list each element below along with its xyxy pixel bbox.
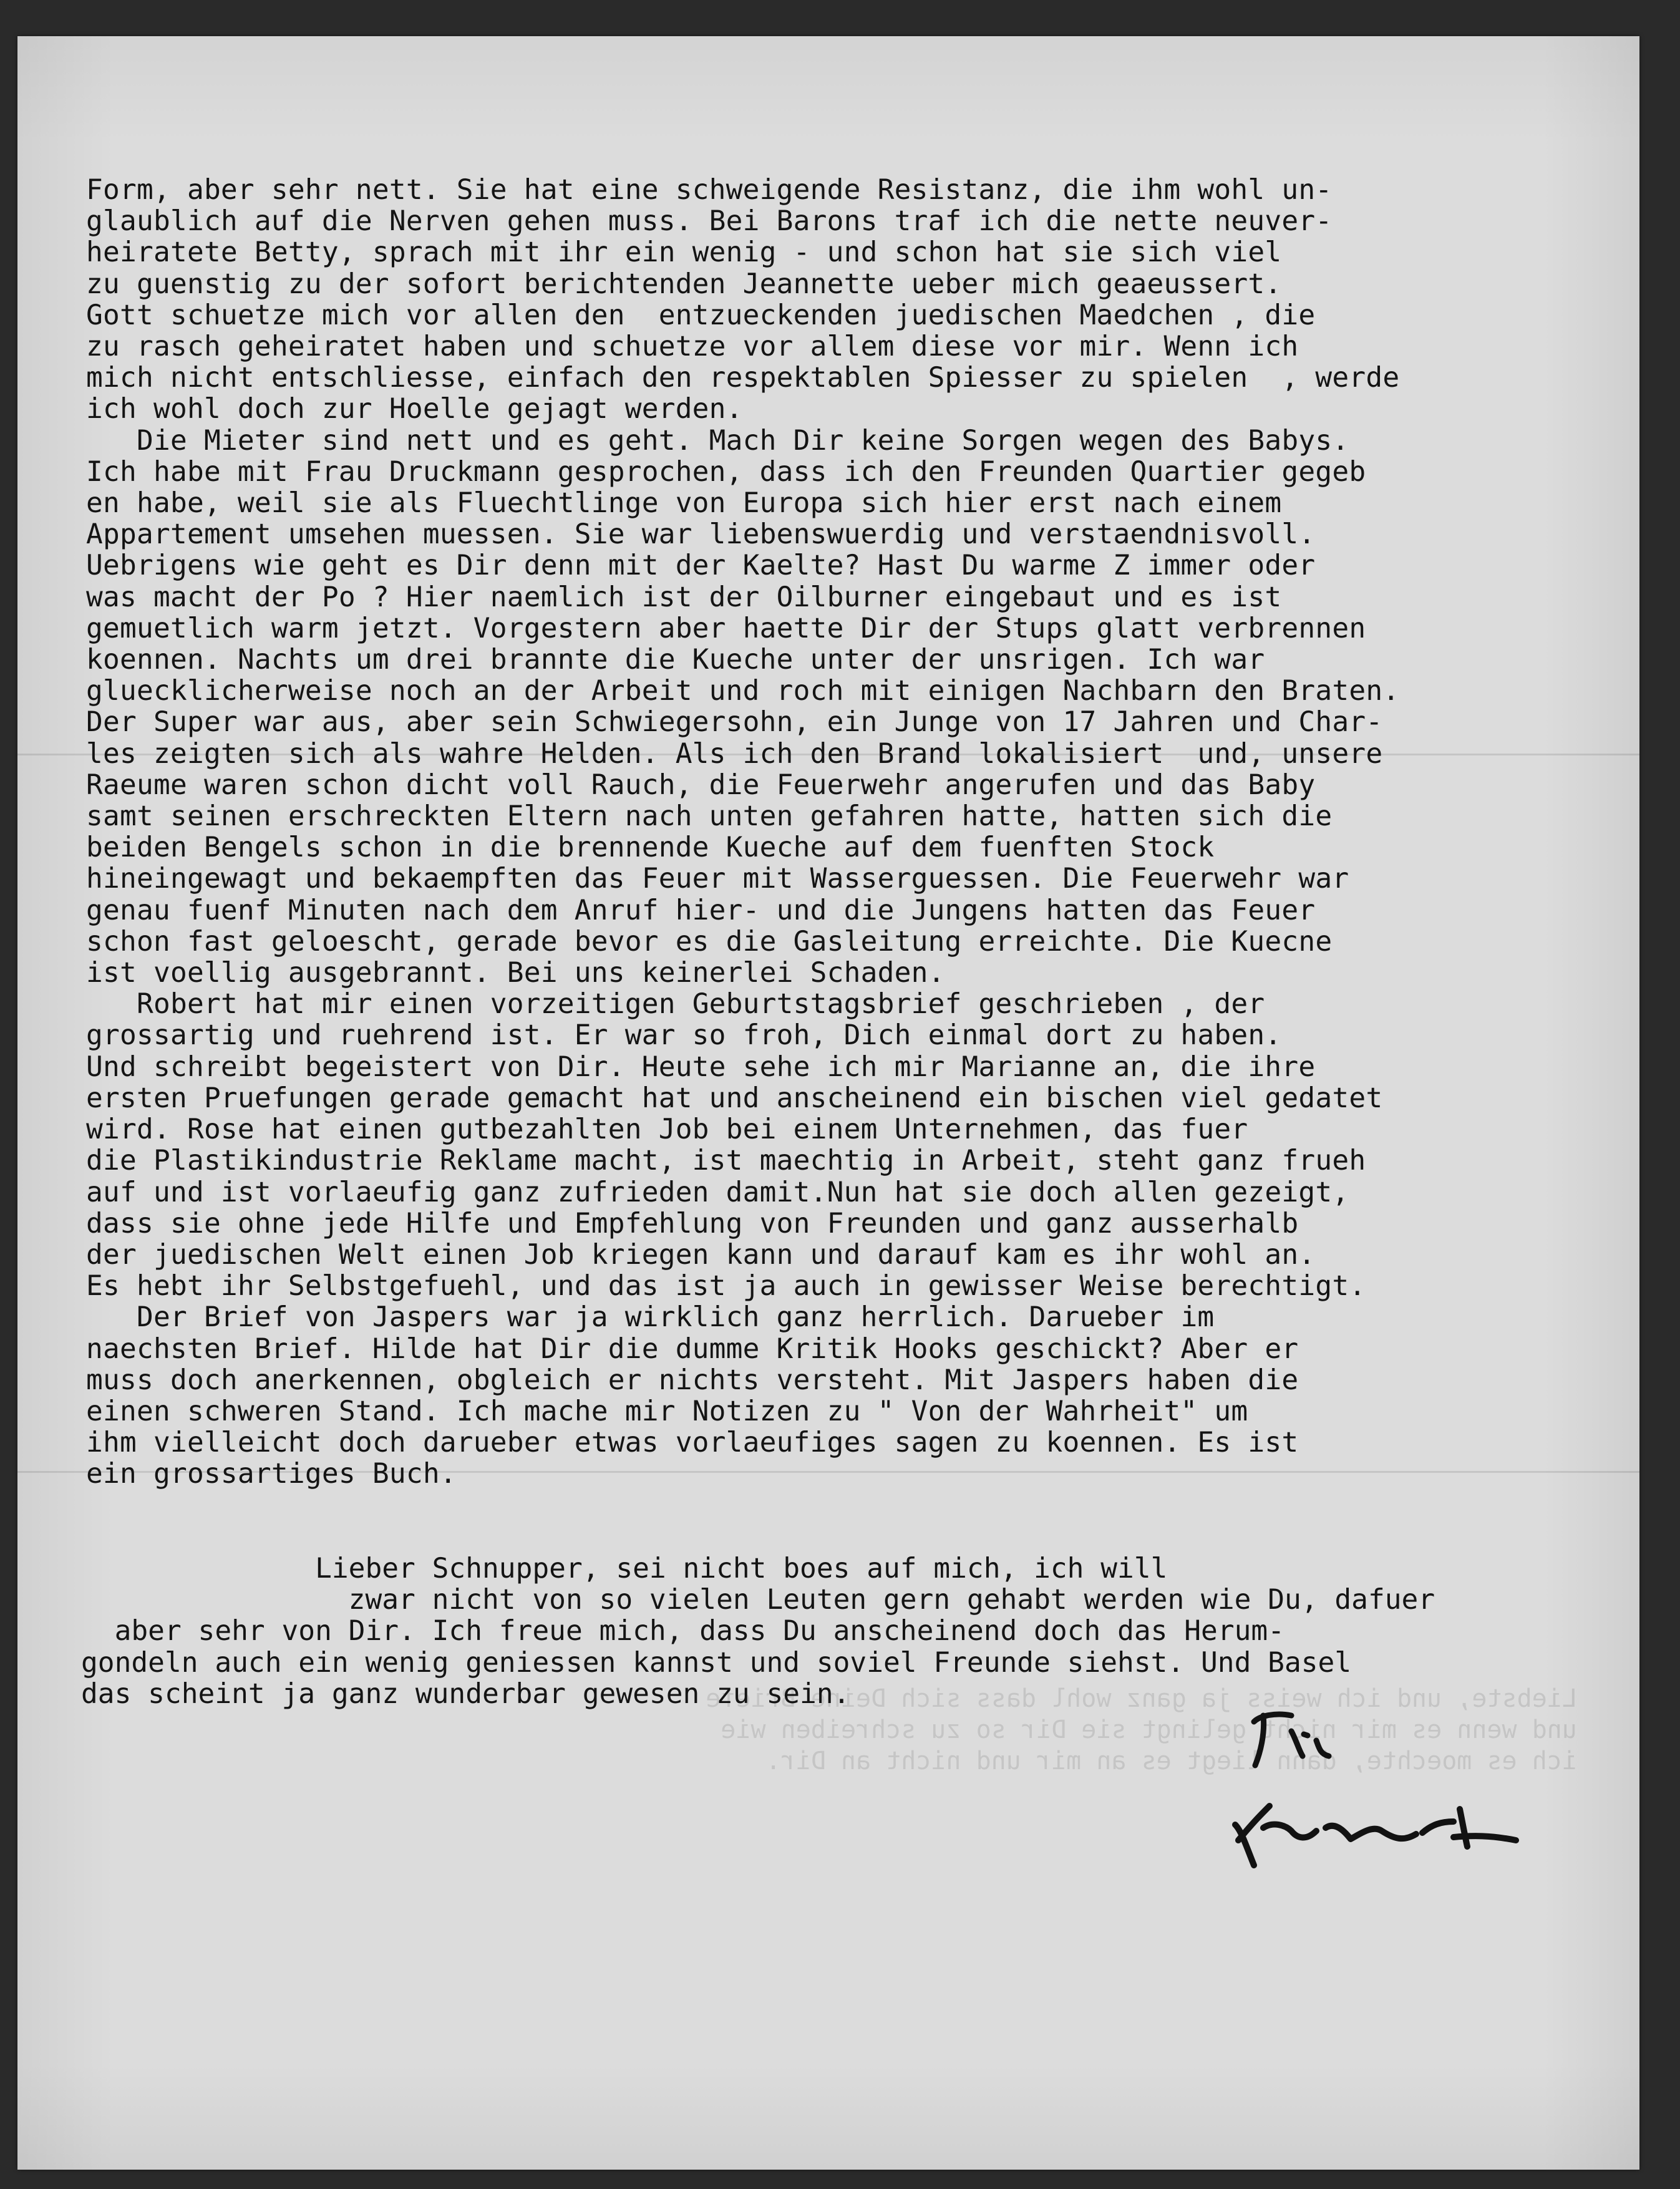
letter-closing: Lieber Schnupper, sei nicht boes auf mich, ich will zwar nicht von so vielen Leuten gern gehabt werden wie Du, dafuer aber sehr von Dir. Ich freue mich, dass Du anscheinend doch das Herum- gondeln auch ein wenig geniessen kannst und soviel Freunde siehst. Und Basel das scheint ja ganz wunderbar gewesen zu sein.	[81, 1553, 1435, 1710]
paragraph-robert: Robert hat mir einen vorzeitigen Geburtstagsbrief geschrieben , der grossartig und ruehrend ist. Er war so froh, Dich einmal dort zu haben. Und schreibt begeistert von Dir. Heute sehe ich mir Marianne an, die ihre ersten Pruefungen gerade gemacht hat und anscheinend ein bischen viel gedatet wird. Rose hat einen gutbezahlten Job bei einem Unternehmen, das fuer die Plastikindustrie Reklame macht, ist maechtig in Arbeit, steht ganz frueh auf und ist vorlaeufig ganz zufrieden damit.Nun hat sie doch allen gezeigt, dass sie ohne jede Hilfe und Empfehlung von Freunden und ganz ausserhalb der juedischen Welt einen Job kriegen kann und darauf kam es ihr wohl an. Es hebt ihr Selbstgefuehl, und das ist ja auch in gewisser Weise berechtigt.	[86, 988, 1383, 1303]
handwritten-signature	[1216, 1697, 1541, 1896]
paragraph-jaspers: Der Brief von Jaspers war ja wirklich ganz herrlich. Darueber im naechsten Brief. Hilde hat Dir die dumme Kritik Hooks geschickt? Aber er muss doch anerkennen, obgleich er nichts versteht. Mit Jaspers haben die einen schweren Stand. Ich mache mir Notizen zu " Von der Wahrheit" um ihm vielleicht doch darueber etwas vorlaeufiges sagen zu koennen. Es ist ein grossartiges Buch.	[86, 1301, 1299, 1490]
reverse-side-bleed-through: Liebste, und ich weiss ja ganz wohl dass sich Deine Briefe und wenn es mir nicht gelingt sie Dir so zu schreiben wie ich es moechte, dann liegt es an mir und nicht an Dir.	[706, 1684, 1577, 1775]
paragraph-fire: Die Mieter sind nett und es geht. Mach Dir keine Sorgen wegen des Babys. Ich habe mit Frau Druckmann gesprochen, dass ich den Freunden Quartier gegeb en habe, weil sie als Fluechtlinge von Europa sich hier erst nach einem Appartement umsehen muessen. Sie war liebenswuerdig und verstaendnisvoll. Uebrigens wie geht es Dir denn mit der Kaelte? Hast Du warme Z immer oder was macht der Po ? Hier naemlich ist der Oilburner eingebaut und es ist gemuetlich warm jetzt. Vorgestern aber haette Dir der Stups glatt verbrennen koennen. Nachts um drei brannte die Kueche unter der unsrigen. Ich war gluecklicherweise noch an der Arbeit und roch mit einigen Nachbarn den Braten. Der Super war aus, aber sein Schwiegersohn, ein Junge von 17 Jahren und Char- les zeigten sich als wahre Helden. Als ich den Brand lokalisiert und, unsere Raeume waren schon dicht voll Rauch, die Feuerwehr angerufen und das Baby samt seinen erschreckten Eltern nach unten gefahren hatte, hatten sich die beiden Bengels schon in die brennende Kueche auf dem fuenften Stock hineingewagt und bekaempften das Feuer mit Wasserguessen. Die Feuerwehr war genau fuenf Minuten nach dem Anruf hier- und die Jungens hatten das Feuer schon fast geloescht, gerade bevor es die Gasleitung erreichte. Die Kuecne ist voellig ausgebrannt. Bei uns keinerlei Schaden.	[86, 424, 1400, 989]
letter-body	[86, 175, 1596, 1490]
paragraph-resistance: Form, aber sehr nett. Sie hat eine schweigende Resistanz, die ihm wohl un- glaublich auf die Nerven gehen muss. Bei Barons traf ich die nette neuver- heiratete Betty, sprach mit ihr ein wenig - und schon hat sie sich viel zu guenstig zu der sofort berichtenden Jeannette ueber mich geaeussert. Gott schuetze mich vor allen den entzueckenden juedischen Maedchen , die zu rasch geheiratet haben und schuetze vor allem diese vor mir. Wenn ich mich nicht entschliesse, einfach den respektablen Spiesser zu spielen , werde ich wohl doch zur Hoelle gejagt werden.	[86, 174, 1400, 425]
